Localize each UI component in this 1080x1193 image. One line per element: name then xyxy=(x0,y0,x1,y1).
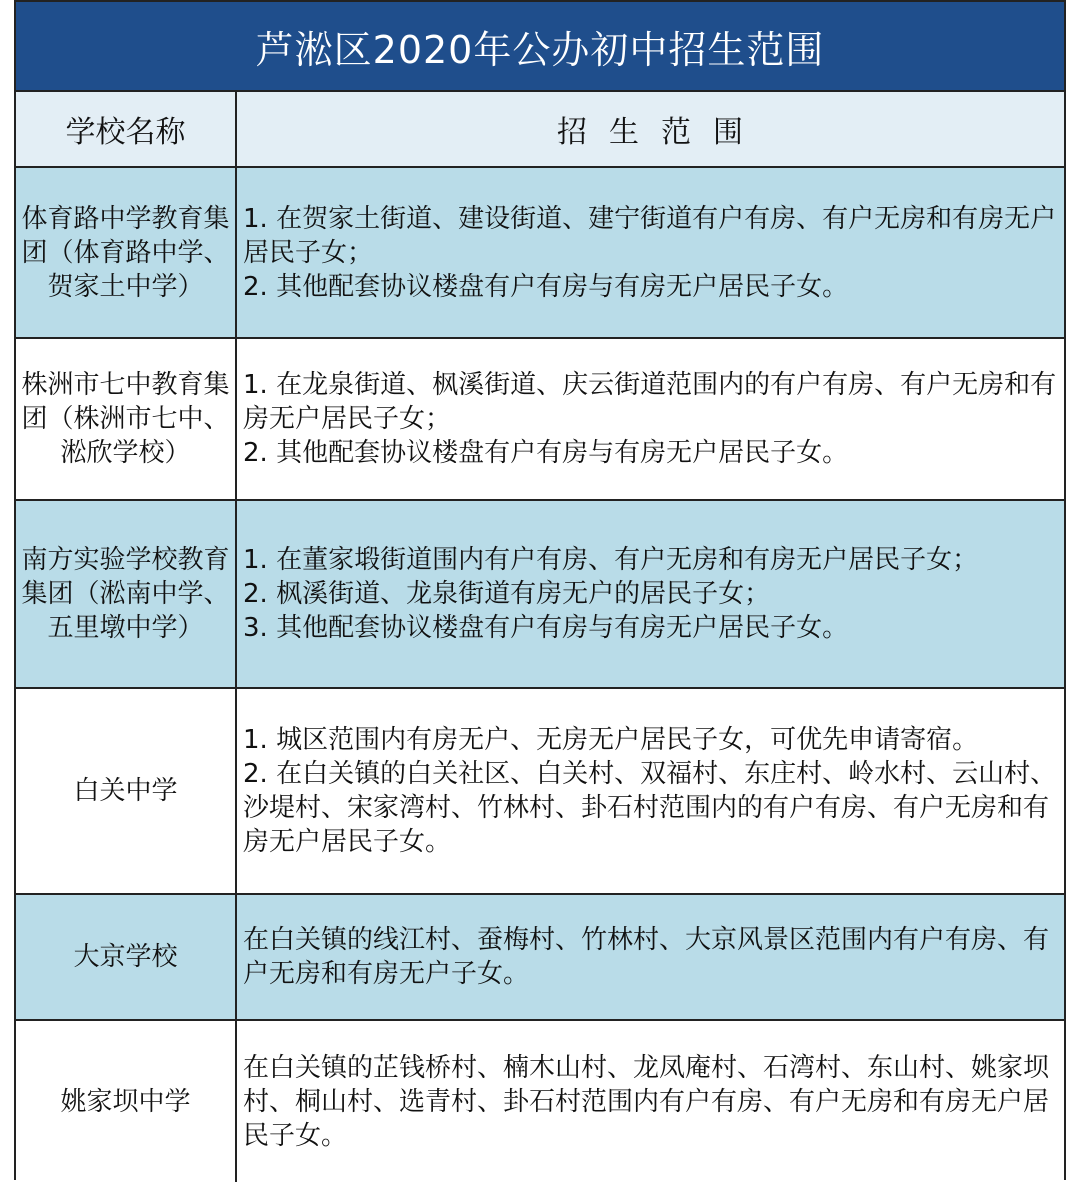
school-name: 大京学校 xyxy=(16,894,236,1020)
header-row xyxy=(16,92,1064,167)
table-row xyxy=(16,338,1064,500)
enrollment-table xyxy=(16,92,1064,1182)
scope-line: 2. 其他配套协议楼盘有户有房与有房无户居民子女。 xyxy=(243,271,849,302)
scope-line: 1. 在董家塅街道围内有户有房、有户无房和有房无户居民子女； xyxy=(243,545,979,575)
scope-line: 1. 在龙泉街道、枫溪街道、庆云街道范围内的有户有房、有户无房和有房无户居民子女； xyxy=(243,370,1057,434)
header-school: 学校名称 xyxy=(16,92,236,167)
scope-line: 2. 其他配套协议楼盘有户有房与有房无户居民子女。 xyxy=(243,438,849,468)
school-name: 白关中学 xyxy=(16,688,236,894)
enrollment-scope xyxy=(236,688,1064,894)
school-name: 体育路中学教育集团（体育路中学、贺家土中学） xyxy=(16,167,236,338)
scope-line: 在白关镇的芷钱桥村、楠木山村、龙凤庵村、石湾村、东山村、姚家坝村、桐山村、选青村、卦石村范围内有户有房、有户无房和有房无户居民子女。 xyxy=(243,1052,1050,1151)
enrollment-scope xyxy=(236,500,1064,688)
school-name: 株洲市七中教育集团（株洲市七中、淞欣学校） xyxy=(16,338,236,500)
table-row xyxy=(16,1020,1064,1182)
scope-line: 1. 在贺家土街道、建设街道、建宁街道有户有房、有户无房和有房无户居民子女； xyxy=(243,203,1057,268)
table-row xyxy=(16,688,1064,894)
enrollment-table-sheet xyxy=(14,0,1066,1180)
table-row xyxy=(16,894,1064,1020)
scope-line: 1. 城区范围内有房无户、无房无户居民子女，可优先申请寄宿。 xyxy=(243,725,979,755)
enrollment-scope xyxy=(236,167,1064,338)
enrollment-scope xyxy=(236,338,1064,500)
scope-line: 2. 枫溪街道、龙泉街道有房无户的居民子女； xyxy=(243,579,771,609)
enrollment-scope xyxy=(236,1020,1064,1182)
school-name: 姚家坝中学 xyxy=(16,1020,236,1182)
header-range: 招生范围 xyxy=(236,92,1064,167)
scope-line: 2. 在白关镇的白关社区、白关村、双福村、东庄村、岭水村、云山村、沙堤村、宋家湾村、竹林村、卦石村范围内的有户有房、有户无房和有房无户居民子女。 xyxy=(243,759,1057,857)
table-row xyxy=(16,167,1064,338)
scope-line: 在白关镇的线江村、蚕梅村、竹林村、大京风景区范围内有户有房、有户无房和有房无户子女。 xyxy=(243,925,1050,989)
table-row xyxy=(16,500,1064,688)
scope-line: 3. 其他配套协议楼盘有户有房与有房无户居民子女。 xyxy=(243,613,849,643)
table-title: 芦淞区2020年公办初中招生范围 xyxy=(16,2,1064,92)
school-name: 南方实验学校教育集团（淞南中学、五里墩中学） xyxy=(16,500,236,688)
enrollment-scope xyxy=(236,894,1064,1020)
